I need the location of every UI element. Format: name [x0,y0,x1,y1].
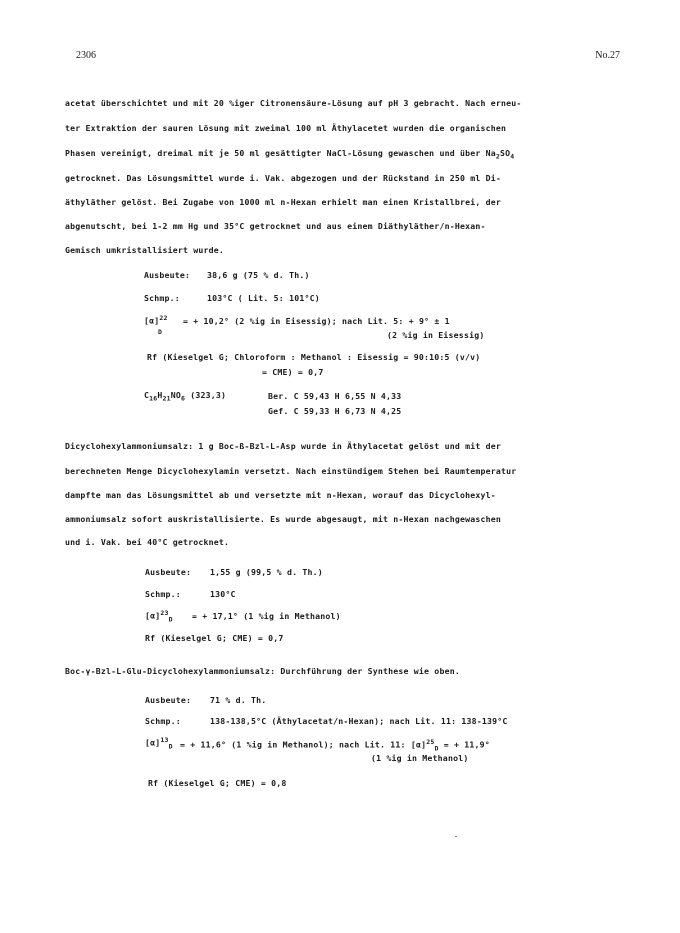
formula-sub: 21 [162,394,171,403]
page-number: 2306 [76,50,96,61]
yield-value: 38,6 g (75 % d. Th.) [207,270,310,280]
rotation-label [145,736,173,750]
yield-label: Ausbeute: [144,270,191,280]
mp-value: 103°C ( Lit. 5: 101°C) [207,293,320,303]
rotation-temp: 23 [160,609,169,617]
para1-line-3-text: Phasen vereinigt, dreimal mit je 50 ml gesättigter NaCl-Lösung gewaschen und über Na [65,148,496,158]
rotation-temp: 25 [426,738,435,746]
yield-label: Ausbeute: [145,695,192,705]
rotation-value-2: (2 %ig in Eisessig) [387,330,485,340]
scan-speck [455,836,457,837]
para3-line: Boc-γ-Bzl-L-Glu-Dicyclohexylammoniumsalz: Durchführung der Synthese wie oben. [65,666,460,676]
rotation-sub: D [168,615,173,624]
yield-value: 71 % d. Th. [210,695,267,705]
rotation-label [145,609,173,623]
rotation-value [180,738,490,752]
found-analysis: Gef. C 59,33 H 6,73 N 4,25 [268,406,402,416]
formula-no: NO [170,390,182,400]
rotation-sub: D [434,744,439,753]
para1-line-6: abgenutscht, bei 1-2 mm Hg und 35°C getrocknet und aus einem Diäthyläther/n-Hexan- [65,221,486,231]
calc-analysis: Ber. C 59,43 H 6,55 N 4,33 [268,391,402,401]
rotation-sub: D [168,742,173,751]
para1-line-5: äthyläther gelöst. Bei Zugabe von 1000 ml n-Hexan erhielt man einen Kristallbrei, der [65,197,501,207]
mp-label: Schmp.: [145,589,181,599]
para1-line-3 [65,148,514,161]
mp-label: Schmp.: [145,716,181,726]
para2-line-5: und i. Vak. bei 40°C getrocknet. [65,537,230,547]
formula-mw: (323,3) [190,390,227,400]
mp-label: Schmp.: [144,293,180,303]
yield-label: Ausbeute: [145,567,192,577]
yield-value: 1,55 g (99,5 % d. Th.) [210,567,323,577]
rotation-sub: D [158,328,163,336]
rotation-symbol: [α] [144,315,160,326]
formula-sub: 4 [510,152,515,161]
formula-sub: 16 [149,394,158,403]
rf-value-2: = CME) = 0,7 [262,367,324,377]
para1-line-7: Gemisch umkristallisiert wurde. [65,245,225,255]
molecular-formula [144,390,226,403]
rotation-label [144,314,168,326]
journal-number: No.27 [595,50,620,61]
rotation-end: = + 11,9° [443,739,490,750]
para2-line-1: Dicyclohexylammoniumsalz: 1 g Boc-ß-Bzl-L-Asp wurde in Äthylacetat gelöst und mit der [65,441,501,451]
para1-line-1: acetat überschichtet und mit 20 %iger Citronensäure-Lösung auf pH 3 gebracht. Nach erneu- [65,98,522,108]
rf-value: Rf (Kieselgel G; CME) = 0,7 [145,633,284,643]
mp-value: 138-138,5°C (Äthylacetat/n-Hexan); nach Lit. 11: 138-139°C [210,716,508,726]
rotation-temp: 22 [159,314,168,322]
para2-line-3: dampfte man das Lösungsmittel ab und versetzte mit n-Hexan, worauf das Dicyclohexyl- [65,490,496,500]
para1-line-2: ter Extraktion der sauren Lösung mit zweimal 100 ml Äthylacetet wurden die organischen [65,123,507,133]
para1-line-4: getrocknet. Das Lösungsmittel wurde i. Vak. abgezogen und der Rückstand in 250 ml Di- [65,173,501,183]
para2-line-2: berechneten Menge Dicyclohexylamin versetzt. Nach einstündigem Stehen bei Raumtemperatur [65,466,517,476]
rf-value: Rf (Kieselgel G; Chloroform : Methanol : Eisessig = 90:10:5 (v/v) [147,352,481,362]
formula-c: C [144,390,150,400]
mp-value: 130°C [210,589,236,599]
rotation-value-2: (1 %ig in Methanol) [371,753,469,763]
para2-line-4: ammoniumsalz sofort auskristallisierte. Es wurde abgesaugt, mit n-Hexan nachgewaschen [65,514,501,524]
rotation-value: = + 17,1° (1 %ig in Methanol) [192,611,341,621]
rotation-text: = + 11,6° (1 %ig in Methanol); nach Lit. 11: [α] [180,739,427,750]
formula-sub: 2 [495,152,500,161]
rotation-temp: 13 [160,736,169,744]
rotation-symbol: [α] [145,737,161,748]
formula-mid: SO [500,148,511,158]
formula-sub: 6 [181,394,186,403]
rotation-value: = + 10,2° (2 %ig in Eisessig); nach Lit. 5: + 9° ± 1 [183,316,450,326]
rotation-symbol: [α] [145,610,161,621]
rf-value: Rf (Kieselgel G; CME) = 0,8 [148,778,287,788]
formula-h: H [157,390,163,400]
